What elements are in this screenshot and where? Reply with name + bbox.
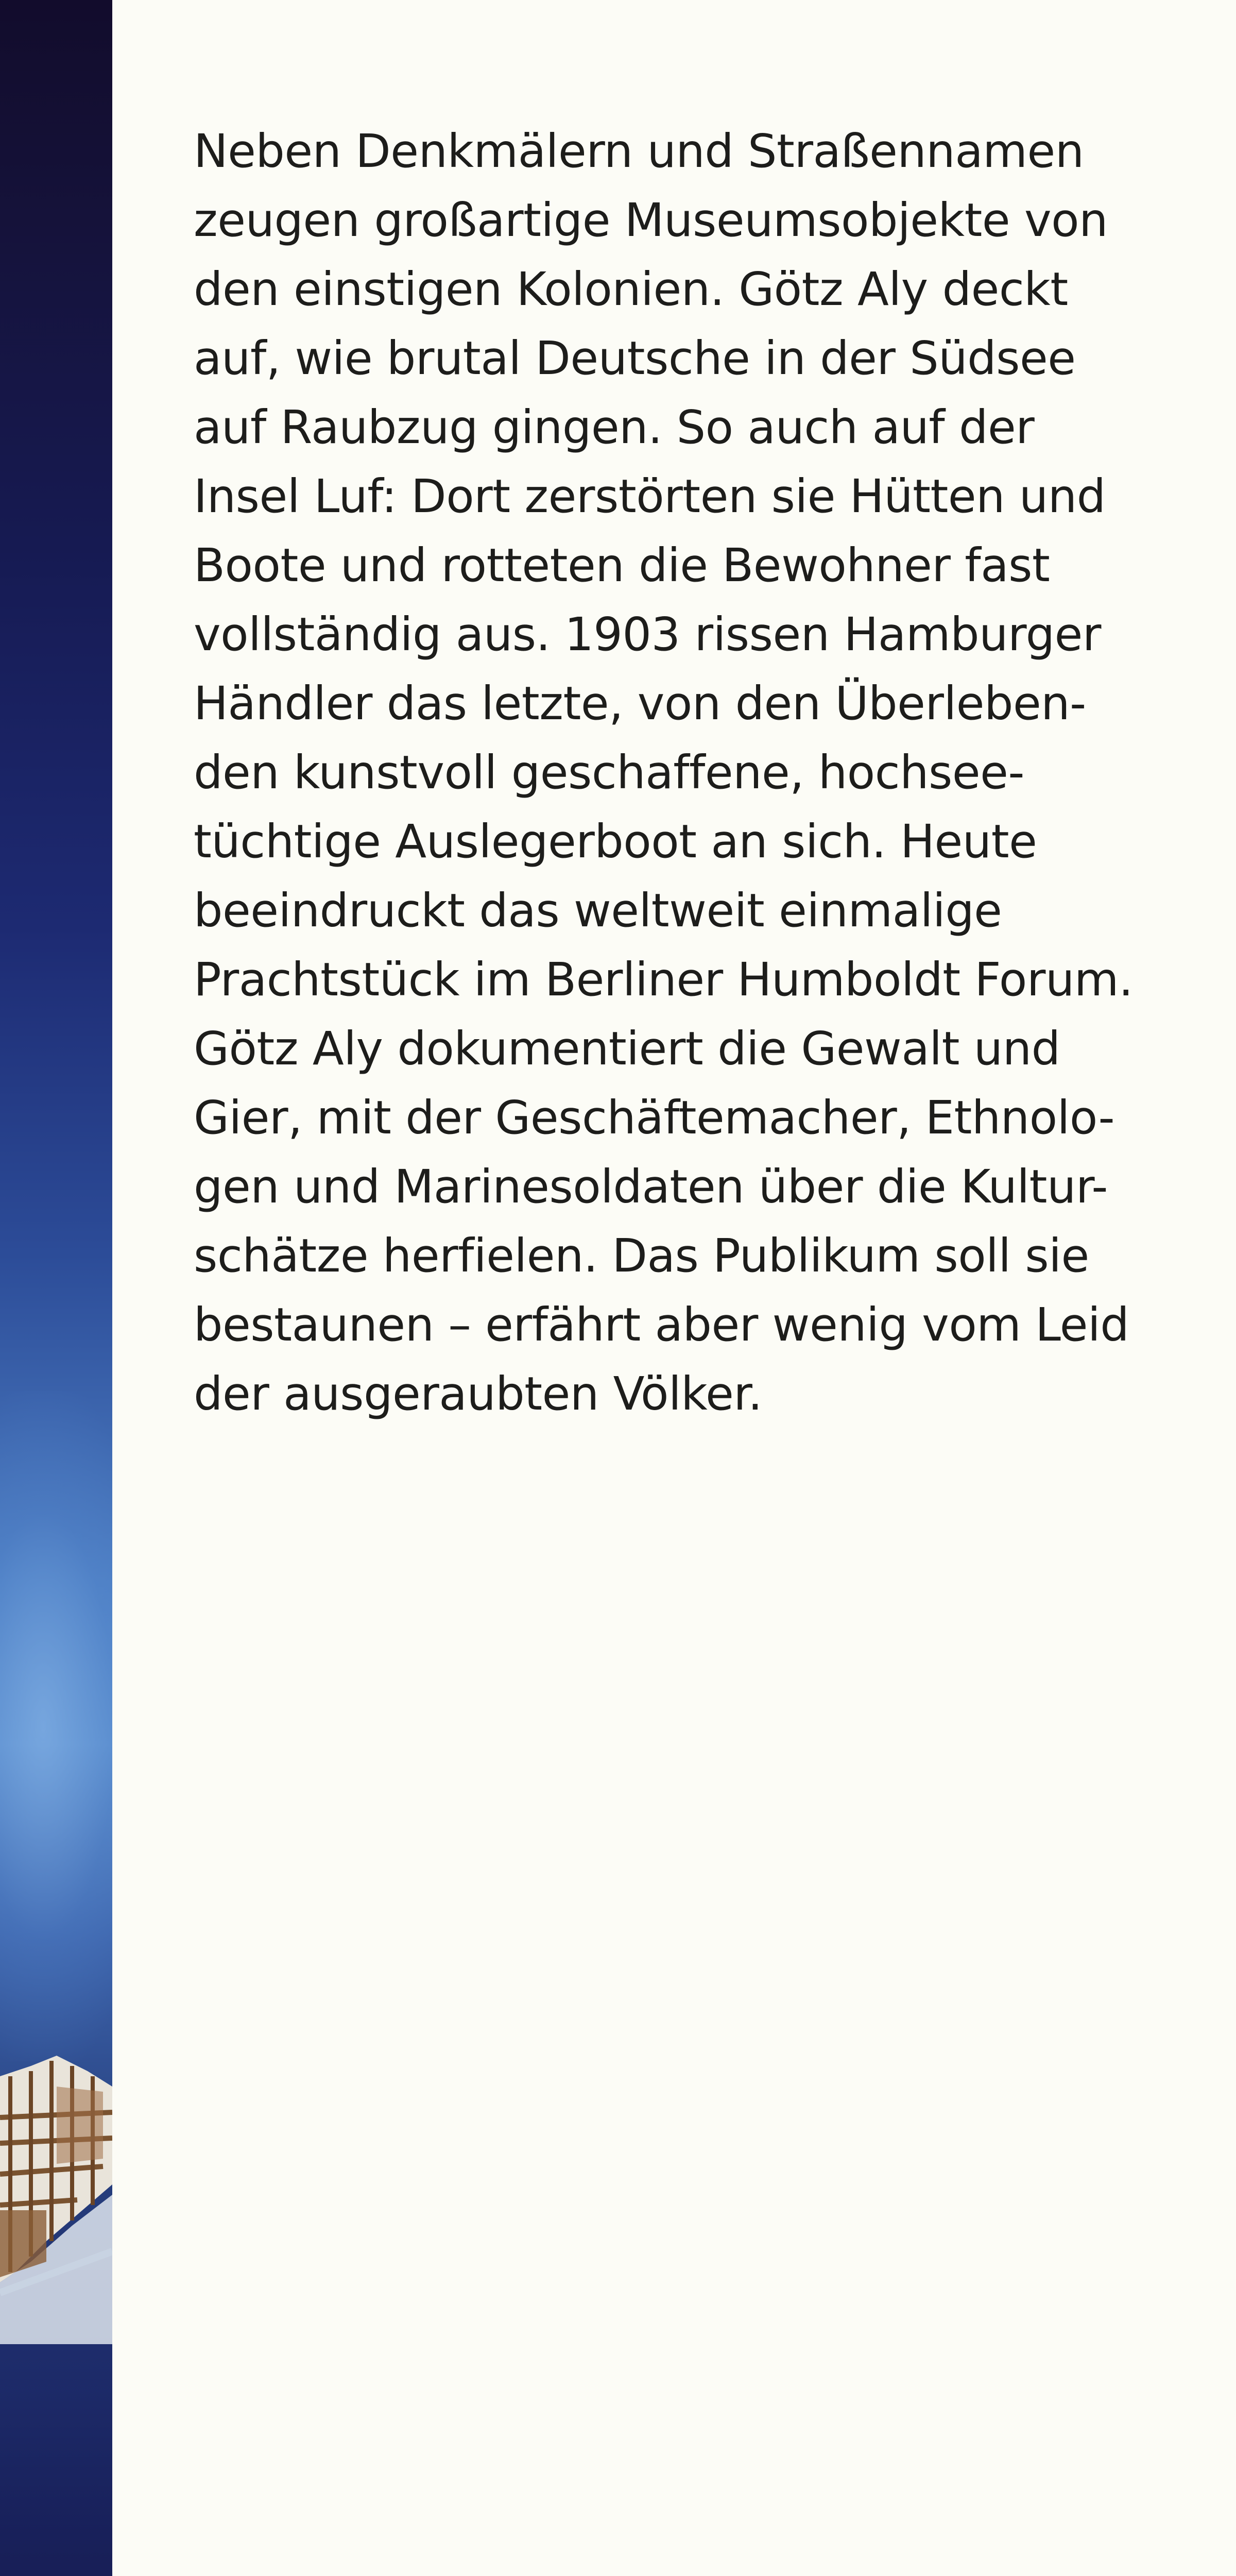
blurb-line: der ausgeraubten Völker. xyxy=(194,1367,763,1420)
ship-image-icon xyxy=(0,2056,112,2344)
blurb-line: vollständig aus. 1903 rissen Hamburger xyxy=(194,607,1101,661)
blurb-line: beeindruckt das weltweit einmalige xyxy=(194,884,1002,937)
blurb-line: gen und Marinesoldaten über die Kultur- xyxy=(194,1160,1108,1213)
blurb-line: Insel Luf: Dort zerstörten sie Hütten und xyxy=(194,469,1106,523)
blurb-line: Händler das letzte, von den Überleben- xyxy=(194,676,1086,730)
blurb-line: auf, wie brutal Deutsche in der Südsee xyxy=(194,331,1076,385)
cover-image-strip xyxy=(0,0,112,2576)
blurb-line: den einstigen Kolonien. Götz Aly deckt xyxy=(194,262,1068,316)
blurb-line: Neben Denkmälern und Straßennamen xyxy=(194,124,1084,178)
blurb-line: schätze herfielen. Das Publikum soll sie xyxy=(194,1229,1089,1282)
blurb-line: den kunstvoll geschaffene, hochsee- xyxy=(194,745,1025,799)
blurb-line: Boote und rotteten die Bewohner fast xyxy=(194,538,1050,592)
blurb-line: Götz Aly dokumentiert die Gewalt und xyxy=(194,1022,1060,1075)
blurb-line: bestaunen – erfährt aber wenig vom Leid xyxy=(194,1298,1129,1351)
blurb-line: Prachtstück im Berliner Humboldt Forum. xyxy=(194,953,1133,1006)
back-cover-blurb xyxy=(194,116,1133,1428)
sky-glow xyxy=(0,1391,112,2061)
blurb-line: Gier, mit der Geschäftemacher, Ethnolo- xyxy=(194,1091,1115,1144)
blurb-line: tüchtige Auslegerboot an sich. Heute xyxy=(194,815,1037,868)
blurb-line: auf Raubzug gingen. So auch auf der xyxy=(194,400,1035,454)
blurb-line: zeugen großartige Museumsobjekte von xyxy=(194,193,1108,247)
